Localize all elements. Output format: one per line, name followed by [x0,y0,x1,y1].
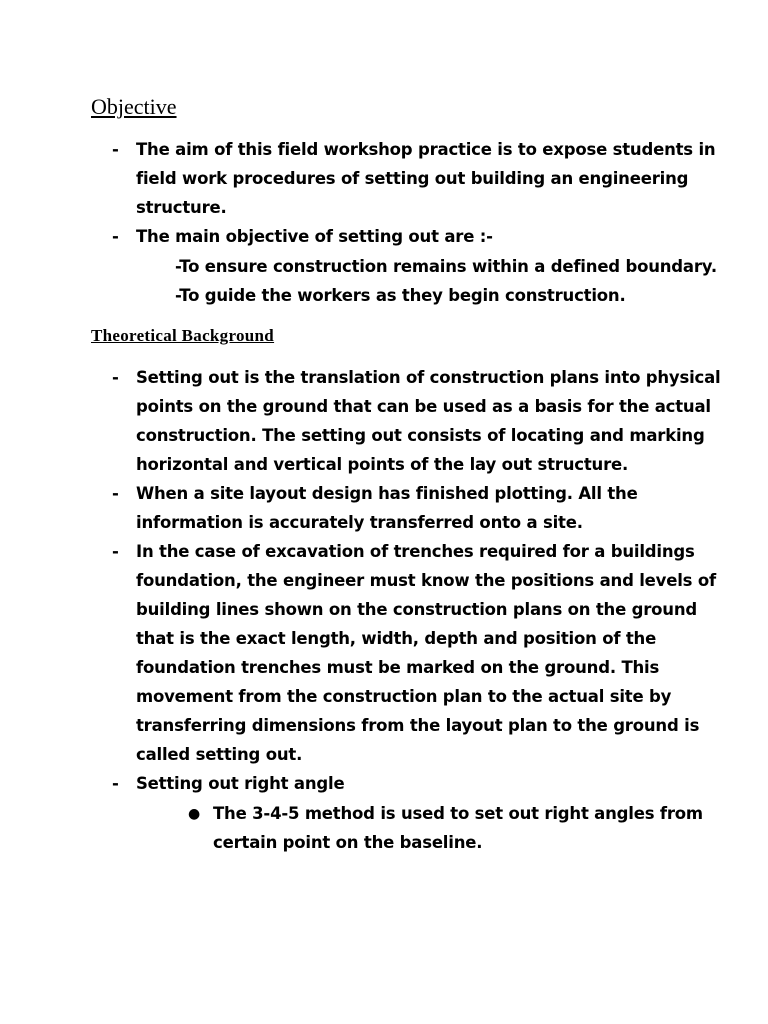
bullet-icon: ● [188,806,201,822]
paragraph-line: Setting out is the translation of construction plans into physical [136,368,721,387]
list-dash: - [112,368,119,387]
paragraph-line: foundation, the engineer must know the positions and levels of [136,571,716,590]
paragraph-line: foundation trenches must be marked on the ground. This [136,658,660,677]
paragraph-line: building lines shown on the construction plans on the ground [136,600,697,619]
sub-item-line: -To ensure construction remains within a defined boundary. [175,257,717,276]
paragraph-line: called setting out. [136,745,303,764]
paragraph-line: When a site layout design has finished plotting. All the [136,484,638,503]
paragraph-line: structure. [136,198,227,217]
paragraph-line: points on the ground that can be used as a basis for the actual [136,397,711,416]
paragraph-line: The main objective of setting out are :- [136,227,493,246]
list-dash: - [112,774,119,793]
list-dash: - [112,542,119,561]
objective-heading: Objective [91,94,177,119]
paragraph-line: movement from the construction plan to the actual site by [136,687,672,706]
paragraph-line: Setting out right angle [136,774,345,793]
paragraph-line: horizontal and vertical points of the lay out structure. [136,455,629,474]
paragraph-line: information is accurately transferred onto a site. [136,513,583,532]
sub-item-line: -To guide the workers as they begin construction. [175,286,626,305]
paragraph-line: field work procedures of setting out building an engineering [136,169,689,188]
paragraph-line: transferring dimensions from the layout plan to the ground is [136,716,700,735]
bullet-item-line: The 3-4-5 method is used to set out right angles from [213,804,703,823]
paragraph-line: that is the exact length, width, depth and position of the [136,629,657,648]
paragraph-line: construction. The setting out consists of locating and marking [136,426,705,445]
list-dash: - [112,484,119,503]
theoretical-background-heading: Theoretical Background [91,326,275,345]
list-dash: - [112,140,119,159]
bullet-item-line: certain point on the baseline. [213,833,483,852]
paragraph-line: The aim of this field workshop practice is to expose students in [136,140,716,159]
paragraph-line: In the case of excavation of trenches required for a buildings [136,542,695,561]
list-dash: - [112,227,119,246]
